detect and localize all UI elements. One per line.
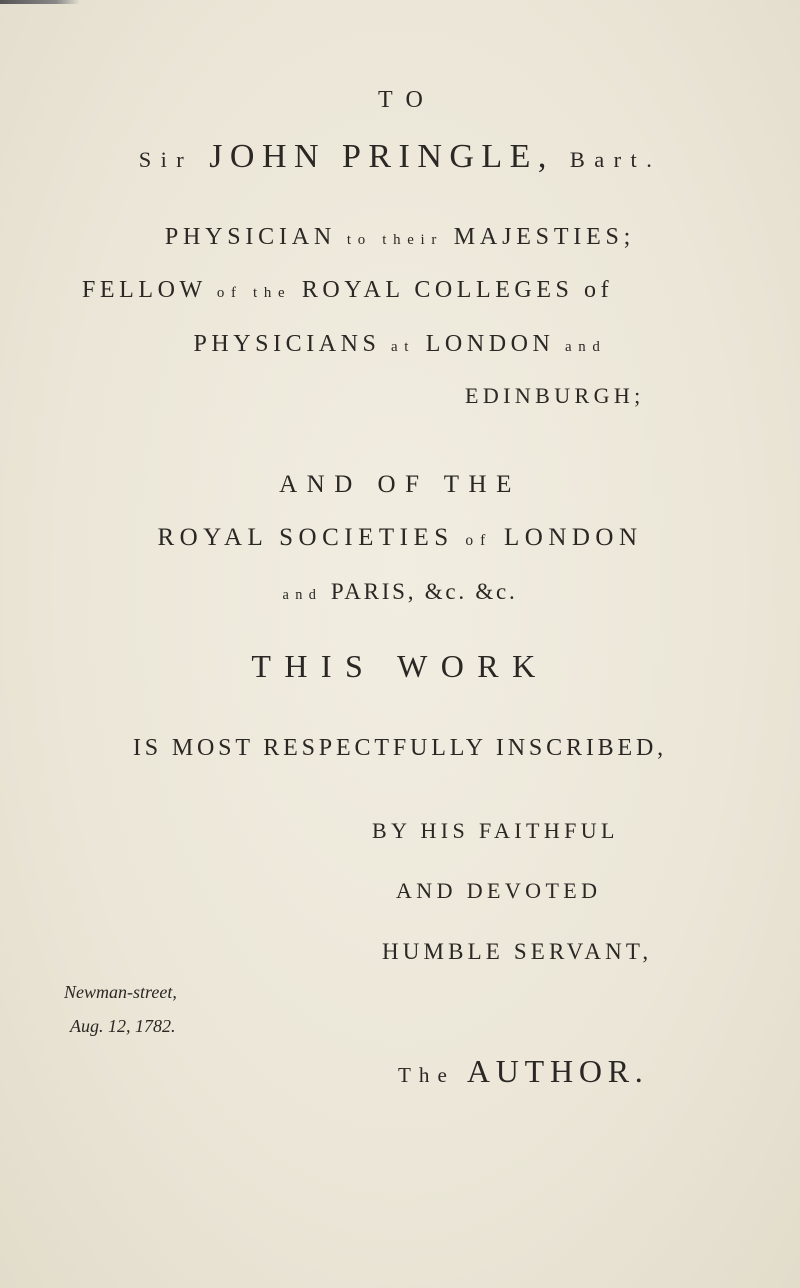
london-word-2: LONDON	[504, 524, 643, 551]
london-word: LONDON	[425, 331, 555, 357]
page-edge-rule	[0, 0, 80, 4]
dateline-place: Newman-street,	[64, 982, 177, 1002]
of-the-word: of the	[216, 285, 292, 301]
and-devoted-line: AND DEVOTED	[396, 878, 602, 903]
sir-prefix: Sir	[138, 147, 194, 172]
dedication-to: TO	[378, 87, 436, 113]
to-their-word: to their	[346, 232, 443, 248]
and-of-the-line: AND OF THE	[279, 471, 521, 498]
name: JOHN PRINGLE,	[209, 138, 554, 175]
royal-societies-word: ROYAL SOCIETIES	[157, 524, 454, 551]
humble-servant-line: HUMBLE SERVANT,	[382, 939, 653, 964]
the-word: The	[398, 1063, 455, 1087]
of-word: of	[465, 532, 493, 549]
physician-line	[0, 225, 800, 249]
edinburgh-line: EDINBURGH;	[465, 383, 645, 408]
inscribed-line: IS MOST RESPECTFULLY INSCRIBED,	[132, 735, 668, 761]
fellow-word: FELLOW	[82, 277, 207, 303]
royal-colleges-word: ROYAL COLLEGES of	[301, 277, 614, 303]
dateline-date: Aug. 12, 1782.	[70, 1016, 176, 1036]
physicians-word: PHYSICIANS	[193, 331, 381, 357]
and-word-2: and	[282, 587, 323, 603]
physician-word: PHYSICIAN	[164, 224, 337, 250]
paris-word: PARIS, &c. &c.	[330, 579, 518, 604]
at-word: at	[391, 339, 416, 355]
dedicatee-name	[0, 140, 800, 174]
paris-line	[0, 580, 800, 603]
physicians-line	[0, 332, 800, 356]
this-work-line: THIS WORK	[251, 648, 549, 684]
and-word: and	[564, 339, 607, 355]
author-word: AUTHOR.	[466, 1053, 649, 1089]
by-his-faithful-line: BY HIS FAITHFUL	[372, 818, 619, 843]
fellow-line	[82, 278, 613, 302]
royal-societies-line	[0, 525, 800, 550]
author-signature	[398, 1055, 649, 1087]
title-suffix: Bart.	[569, 147, 662, 172]
majesties-word: MAJESTIES;	[453, 224, 636, 250]
